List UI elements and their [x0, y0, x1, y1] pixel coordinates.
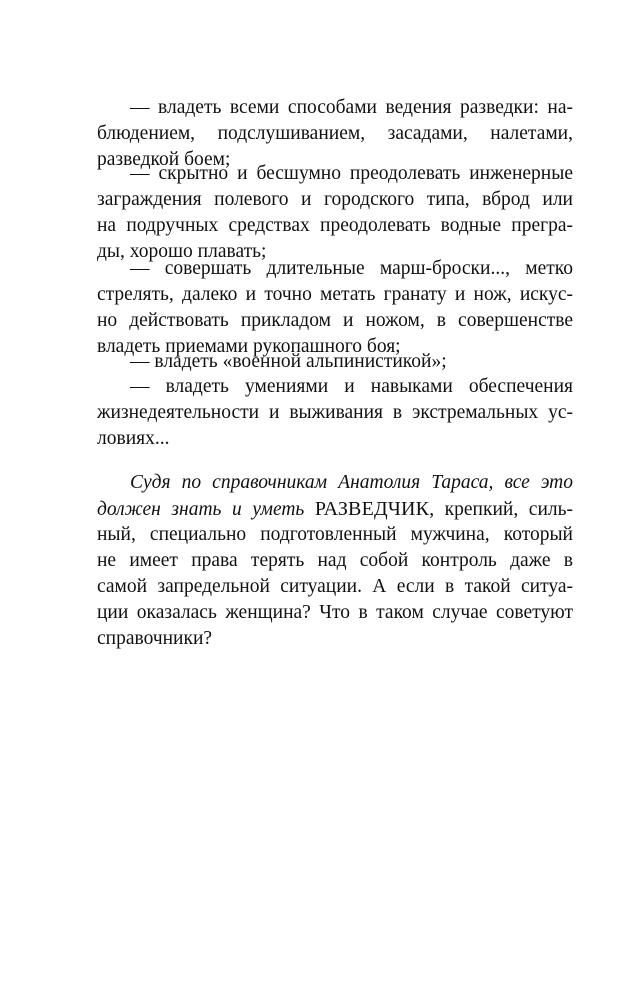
list-line: разведкой боем; — [97, 149, 231, 170]
paragraph-line: ный, специально подготовленный мужчина, который — [97, 524, 573, 545]
emphasis-word: РАЗВЕДЧИК — [314, 498, 430, 520]
paragraph-line: ции оказалась женщина? Что в таком случае советуют — [97, 602, 573, 623]
list-line: — владеть «военной альпинистикой»; — [130, 351, 447, 372]
list-line: на подручных средствах преодолевать водные прегра- — [97, 215, 573, 236]
list-line: ловиях... — [97, 428, 170, 449]
paragraph-line: самой запредельной ситуации. А если в такой ситуа- — [97, 576, 573, 597]
list-line: но действовать прикладом и ножом, в совершенстве — [97, 310, 573, 331]
paragraph-line-italic: Судя по справочникам Анатолия Тараса, все это — [130, 472, 573, 493]
paragraph-line: не имеет права терять над собой контроль даже в — [97, 550, 573, 571]
list-line: блюдением, подслушиванием, засадами, налетами, — [97, 123, 573, 144]
paragraph-line-mixed — [97, 496, 573, 522]
list-line: стрелять, далеко и точно метать гранату и нож, искус- — [97, 284, 573, 305]
list-line: — владеть умениями и навыками обеспечения — [130, 376, 573, 397]
list-line: жизнедеятельности и выживания в экстремальных ус- — [97, 402, 573, 423]
list-line: заграждения полевого и городского типа, вброд или — [97, 189, 573, 210]
list-line: — владеть всеми способами ведения разведки: на- — [130, 97, 573, 118]
paragraph-italic-fragment: должен знать и уметь — [97, 499, 305, 520]
list-line: ды, хорошо плавать; — [97, 241, 267, 262]
paragraph-fragment: , крепкий, силь- — [429, 499, 574, 520]
list-line: владеть приемами рукопашного боя; — [97, 336, 401, 357]
paragraph-line: справочники? — [97, 628, 213, 649]
list-line: — скрытно и бесшумно преодолевать инженерные — [130, 163, 573, 184]
list-line: — совершать длительные марш-броски..., метко — [130, 258, 573, 279]
